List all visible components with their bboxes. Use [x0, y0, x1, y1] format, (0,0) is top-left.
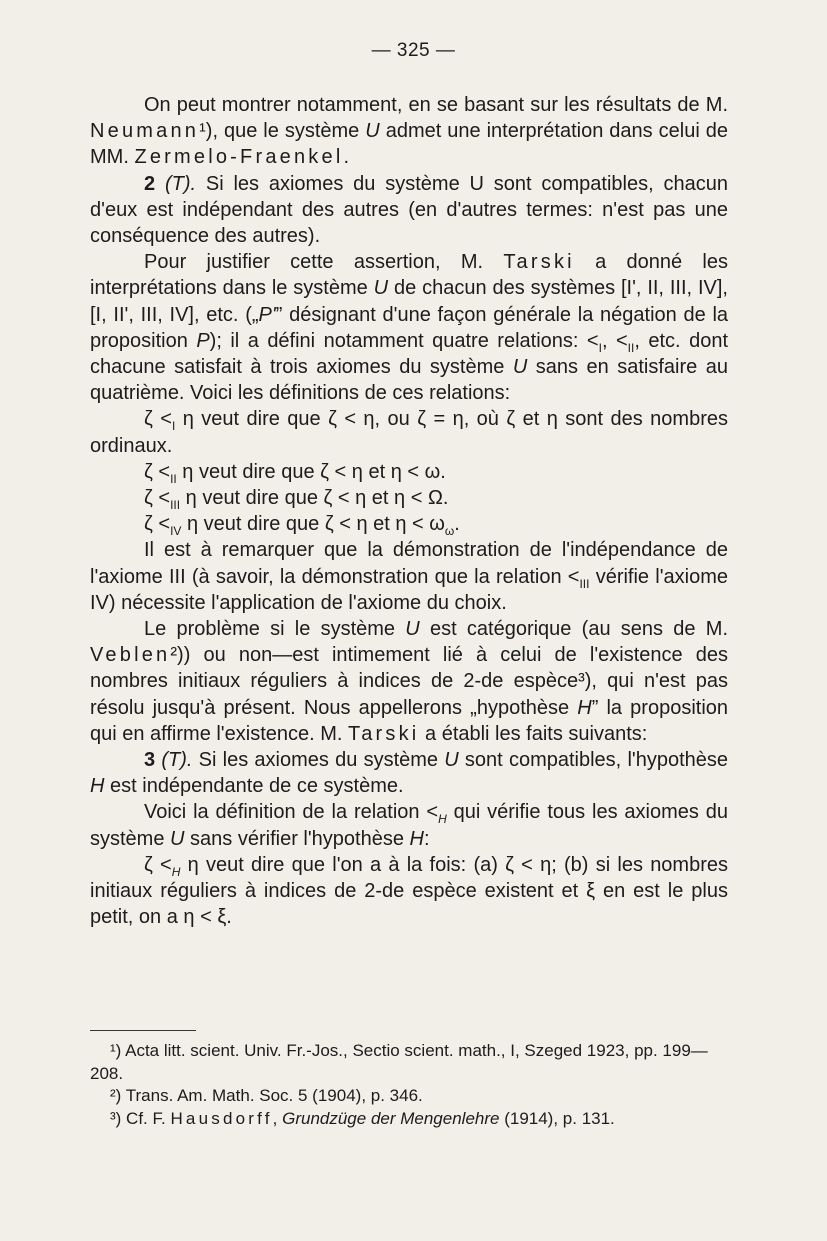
definition-IV: $\zeta <_{IV}$ η veut dire que ζ < η et $\eta < \omega_\omega$. — [144, 513, 460, 539]
footnote-1: ¹) Acta litt. scient. Univ. Fr.-Jos., Sectio scient. math., I, Szeged 1923, pp. 199—208. — [90, 1041, 708, 1083]
paragraph-4: Il est à remarquer que la démonstration de l'indépendance de l'axiome III (à savoir, la démonstration que la relation $<_{III}$ vérifie l'axiome IV) nécessite l'application de l'axiome du choix. — [90, 539, 729, 614]
footnote-3: ³) Cf. F. Hausdorff, Grundzüge der Mengenlehre (1914), p. 131. — [110, 1108, 615, 1128]
definition-I: $\zeta <_I$ η veut dire que ζ < η, ou ζ = η, où ζ et η sont des nombres ordinaux. — [90, 408, 728, 457]
paragraph-7: Voici la définition de la relation $<_H$ qui vérifie tous les axiomes du système U sans vérifier l'hypothèse H: — [90, 801, 728, 850]
paragraph-3: Pour justifier cette assertion, M. Tarski a donné les interprétations dans le système U de chacun des systèmes [I', II, III, IV], [I, II', III, IV], etc. („P'” désignant d'une façon générale la négation de la proposition P); il a défini notamment quatre relations: $<_I$, $<_{II}$, etc. dont chacune satisfait à trois axiomes du système U sans en satisfaire au quatrième. Voici les définitions de ces relations: — [90, 251, 729, 405]
main-text — [90, 92, 728, 931]
footnote-rule — [90, 1030, 196, 1031]
paragraph-1: On peut montrer notamment, en se basant sur les résultats de M. Neumann¹), que le système U admet une interprétation dans celui de MM. Zermelo-Fraenkel. — [90, 94, 728, 169]
paragraph-5: Le problème si le système U est catégorique (au sens de M. Veblen²)) ou non—est intimement lié à celui de l'existence des nombres initiaux réguliers à indices de 2-de espèce³), qui n'est pas résolu jusqu'à présent. Nous appellerons „hypothèse H” la proposition qui en affirme l'existence. M. Tarski a établi les faits suivants: — [90, 618, 729, 745]
definition-III: $\zeta <_{III}$ η veut dire que ζ < η et η < Ω. — [144, 487, 449, 513]
definition-H: $\zeta <_H$ η veut dire que l'on a à la fois: (a) ζ < η; (b) si les nombres initiaux réguliers à indices de 2-de espèce existent et ξ en est le plus petit, on a η < ξ. — [90, 853, 729, 929]
footnote-2: ²) Trans. Am. Math. Soc. 5 (1904), p. 346. — [110, 1086, 423, 1105]
paragraph-theorem-2: 2 (T). Si les axiomes du système U sont compatibles, chacun d'eux est indépendant des autres (en d'autres termes: n'est pas une conséquence des autres). — [90, 172, 728, 248]
paragraph-theorem-3: 3 (T). Si les axiomes du système U sont compatibles, l'hypothèse H est indépendante de ce système. — [90, 749, 728, 798]
footnotes — [90, 1040, 728, 1130]
definition-II: $\zeta <_{II}$ η veut dire que ζ < η et η < ω. — [144, 460, 446, 486]
page-number: — 325 — — [371, 40, 456, 61]
